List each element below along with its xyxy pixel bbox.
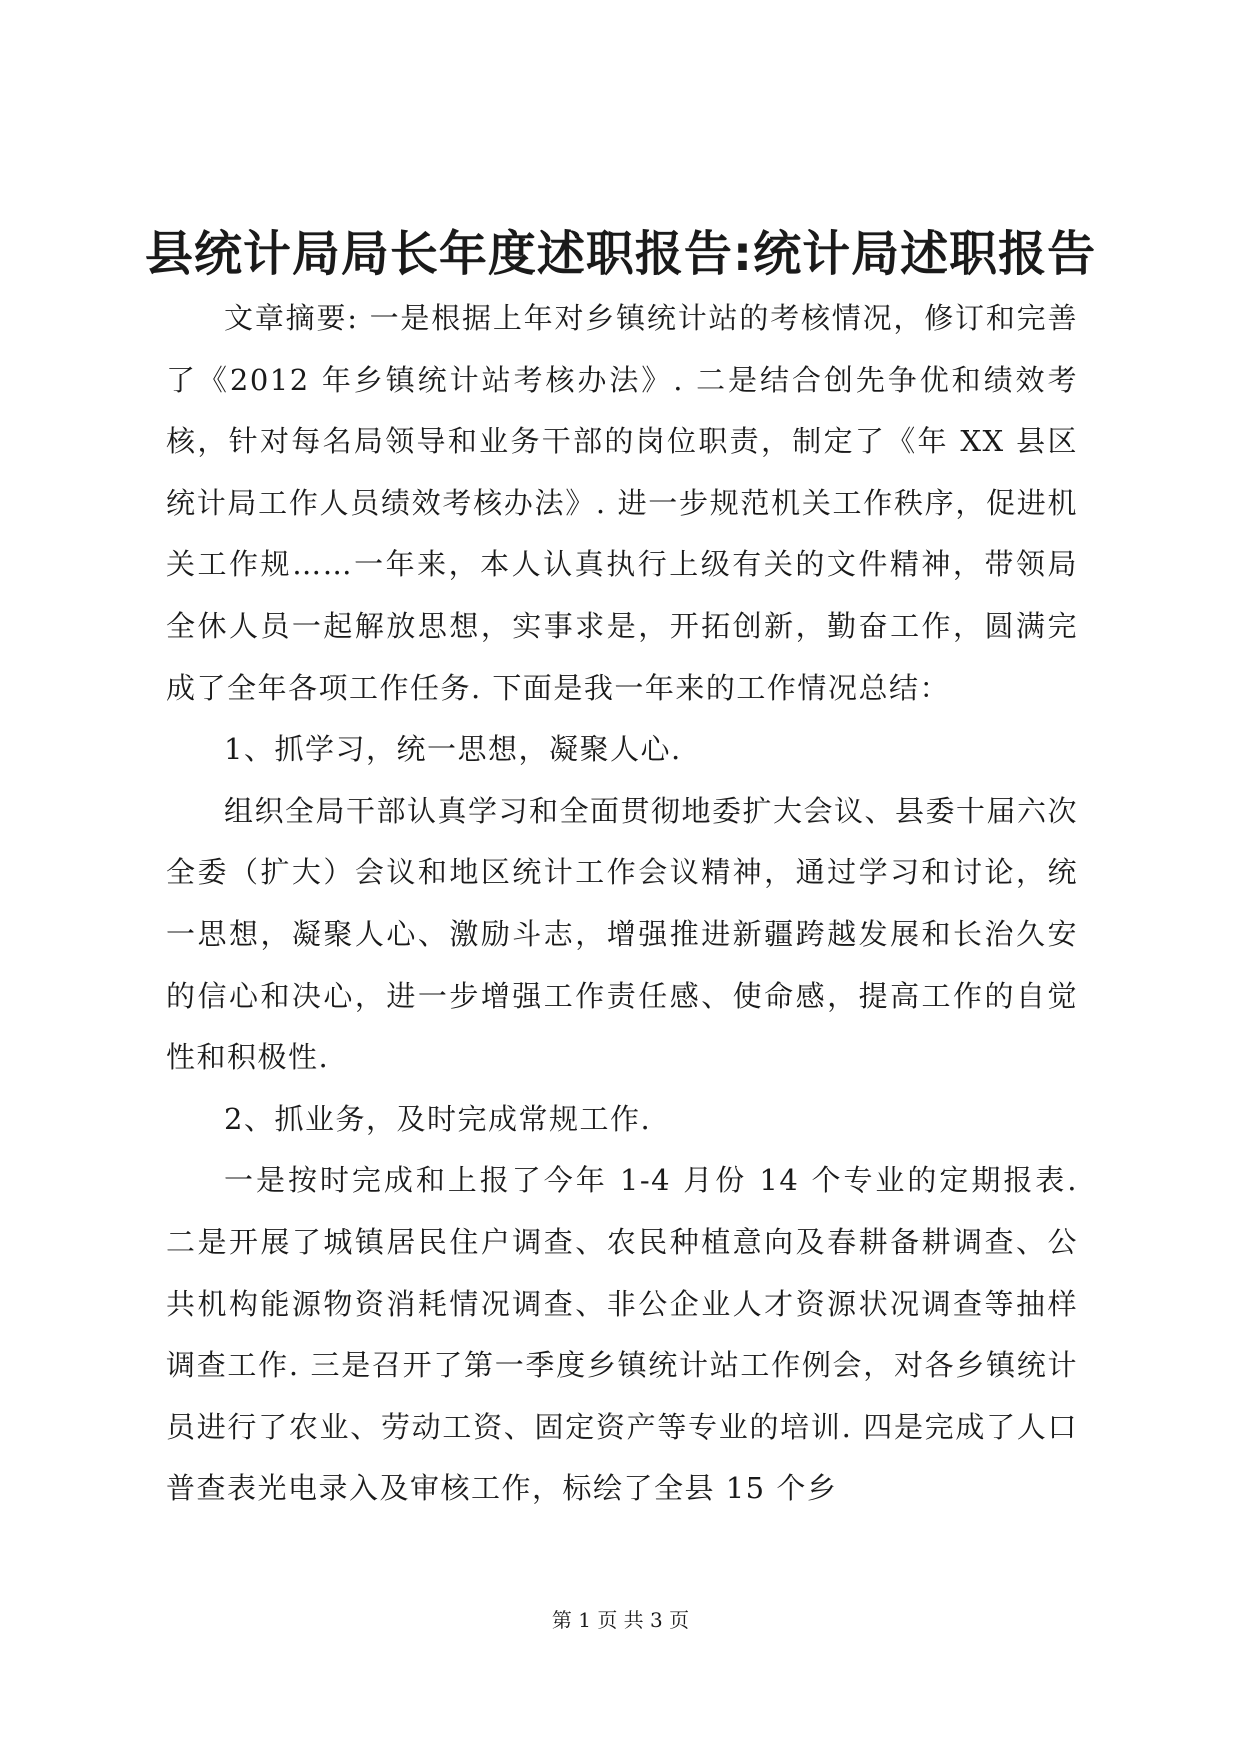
document-body <box>166 288 1078 1520</box>
paragraph-section-2: 一是按时完成和上报了今年 1-4 月份 14 个专业的定期报表. 二是开展了城镇居民住户调查、农民种植意向及春耕备耕调查、公共机构能源物资消耗情况调查、非公企业人才资源状况调查等抽样调查工作. 三是召开了第一季度乡镇统计站工作例会，对各乡镇统计员进行了农业、劳动工资、固定资产等专业的培训. 四是完成了人口普查表光电录入及审核工作，标绘了全县 15 个乡 <box>166 1163 1078 1506</box>
page-number-footer: 第 1 页 共 3 页 <box>551 1608 690 1632</box>
section-heading-2: 2、抓业务，及时完成常规工作. <box>224 1101 652 1136</box>
section-heading-1: 1、抓学习，统一思想，凝聚人心. <box>224 732 682 767</box>
paragraph-abstract: 文章摘要: 一是根据上年对乡镇统计站的考核情况，修订和完善了《2012 年乡镇统计站考核办法》. 二是结合创先争优和绩效考核，针对每名局领导和业务干部的岗位职责，制定了《年 XX 县区统计局工作人员绩效考核办法》. 进一步规范机关工作秩序，促进机关工作规……一年来，本人认真执行上级有关的文件精神，带领局全休人员一起解放思想，实事求是，开拓创新，勤奋工作，圆满完成了全年各项工作任务. 下面是我一年来的工作情况总结： <box>166 301 1078 705</box>
paragraph-section-1: 组织全局干部认真学习和全面贯彻地委扩大会议、县委十届六次全委（扩大）会议和地区统计工作会议精神，通过学习和讨论，统一思想，凝聚人心、激励斗志，增强推进新疆跨越发展和长治久安的信心和决心，进一步增强工作责任感、使命感，提高工作的自觉性和积极性. <box>166 793 1079 1075</box>
document-title: 县统计局局长年度述职报告:统计局述职报告 <box>144 226 1097 282</box>
